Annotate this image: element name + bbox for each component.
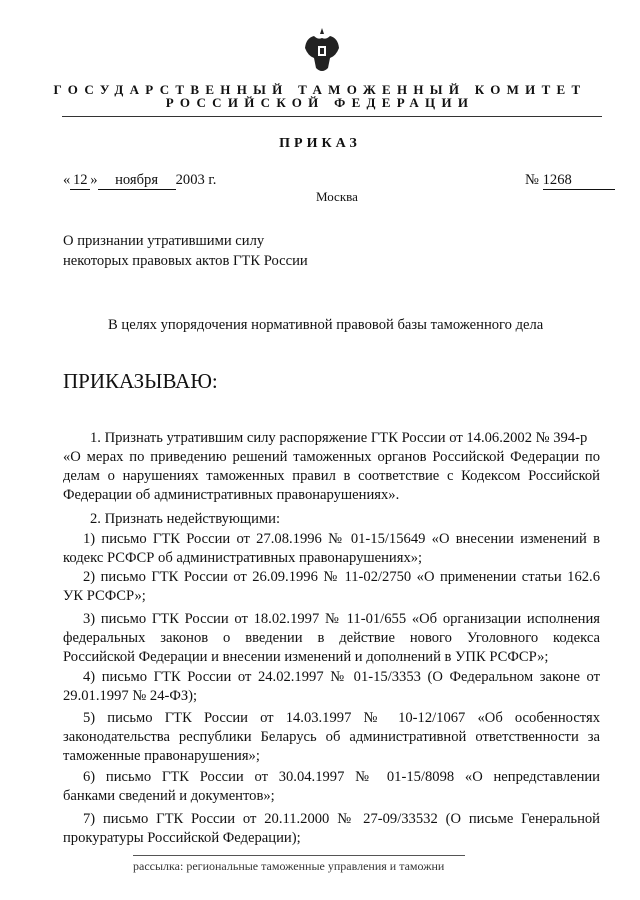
text-line: 3) письмо ГТК России от 18.02.1997 № 11-01/655 «Об организации исполнения — [83, 611, 600, 627]
text-line: Федерации об административных правонарушениях». — [63, 487, 400, 503]
double-headed-eagle-emblem — [302, 26, 342, 76]
date-day: 12 — [70, 171, 90, 190]
text-line: 2) письмо ГТК России от 26.09.1996 № 11-02/2750 «О применении статьи 162.6 — [83, 569, 600, 585]
document-type: ПРИКАЗ — [279, 136, 361, 151]
text-line: Российской Федерации и внесении изменений и дополнений в УПК РСФСР»; — [63, 649, 549, 665]
text-line: делам о нарушениях таможенных правил в соответствие с Кодексом Российской — [63, 468, 600, 484]
text-line: банками сведений и документов»; — [63, 788, 275, 804]
preamble: В целях упорядочения нормативной правовой базы таможенного дела — [108, 317, 544, 333]
text-line: «О мерах по приведению решений таможенных органов Российской Федерации по — [63, 449, 600, 465]
number-value: 1268 — [543, 171, 615, 190]
city: Москва — [316, 189, 358, 204]
text-line: прокуратуры Российской Федерации); — [63, 830, 301, 846]
text-line: федеральных законов о введении в действие нового Уголовного кодекса — [63, 630, 600, 646]
text-line: 1) письмо ГТК России от 27.08.1996 № 01-15/15649 «О внесении изменений в — [83, 531, 600, 547]
text-line: 2. Признать недействующими: — [90, 511, 280, 527]
subject-line: О признании утратившими силу — [63, 233, 265, 249]
distribution-list: рассылка: региональные таможенные управления и таможни — [133, 859, 445, 873]
text-line: законодательства республики Беларусь об административной ответственности за — [63, 729, 600, 745]
date-month: ноября — [98, 171, 176, 190]
text-line: 5) письмо ГТК России от 14.03.1997 № 10-12/1067 «Об особенностях — [83, 710, 600, 726]
text-line: 6) письмо ГТК России от 30.04.1997 № 01-15/8098 «О непредставлении — [83, 769, 600, 785]
text-line: 29.01.1997 № 24-ФЗ); — [63, 688, 198, 704]
footer-divider — [133, 855, 465, 856]
text-line: кодекс РСФСР об административных правонарушениях»; — [63, 550, 423, 566]
agency-name-line1: ГОСУДАРСТВЕННЫЙ ТАМОЖЕННЫЙ КОМИТЕТ — [53, 82, 587, 97]
order-number — [525, 171, 615, 190]
text-line: 1. Признать утратившим силу распоряжение ГТК России от 14.06.2002 № 394-р — [90, 430, 588, 446]
quote-close: » — [90, 172, 98, 188]
text-line: таможенные правонарушения»; — [63, 748, 260, 764]
quote-open: « — [63, 172, 71, 188]
agency-name-line2: РОССИЙСКОЙ ФЕДЕРАЦИИ — [165, 95, 475, 110]
date-year: 2003 г. — [175, 172, 217, 188]
text-line: УК РСФСР»; — [63, 588, 146, 604]
text-line: 4) письмо ГТК России от 24.02.1997 № 01-15/3353 (О Федеральном законе от — [83, 669, 600, 685]
number-label: № — [525, 172, 539, 188]
header-divider — [62, 116, 602, 117]
order-word: ПРИКАЗЫВАЮ: — [63, 369, 218, 393]
text-line: 7) письмо ГТК России от 20.11.2000 № 27-09/33532 (О письме Генеральной — [83, 811, 600, 827]
order-date — [63, 171, 216, 190]
subject-line: некоторых правовых актов ГТК России — [63, 253, 308, 269]
